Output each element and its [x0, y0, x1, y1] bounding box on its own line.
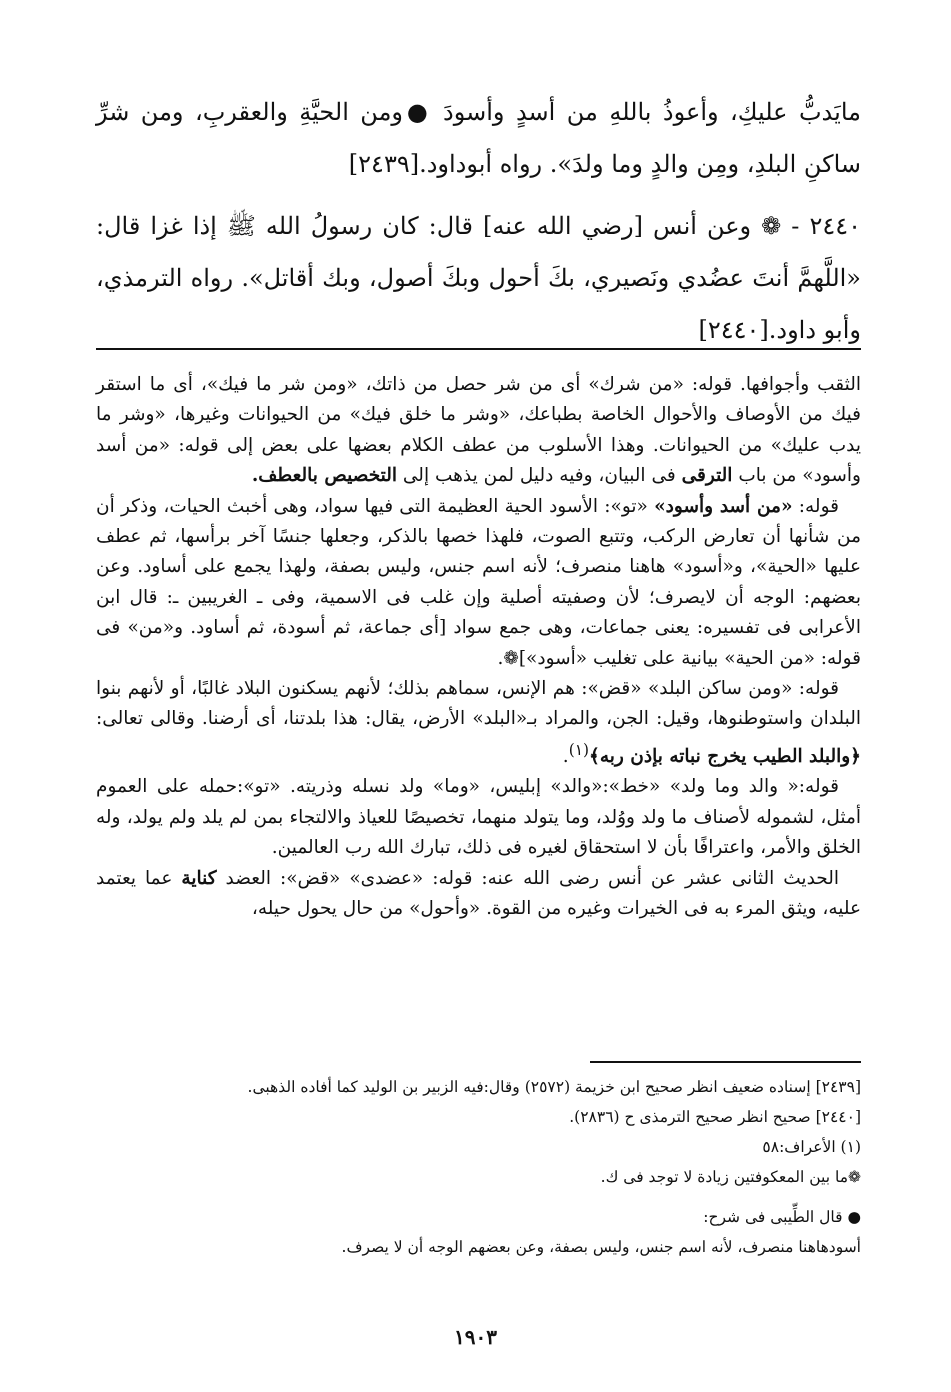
commentary-paragraph-5: الحديث الثانى عشر عن أنس رضى الله عنه: قوله: «عضدى» «قض»: العضد كناية عما يعتمد عليه، ويثق المرء به فى الخيرات وغيره من القوة. «وأحول» من حال يحول حيله، [96, 867, 861, 920]
separator-rule [96, 348, 861, 350]
commentary [96, 370, 861, 924]
commentary-paragraph-2: قوله: «من أسد وأسود» «تو»: الأسود الحية العظيمة التى فيها سواد، وهى أخبث الحيات، وذكر أن من شأنها أن تعارض الركب، وتتبع الصوت، فلهذا خصها بالذكر، وجعلها جنسًا آخر برأسها، ثم عطف عليها «الحية»، و«أسود» هاهنا منصرف؛ لأنه اسم جنس، وليس بصفة، ولهذا يجمع على أساود. وعن بعضهم: الوجه أن لايصرف؛ لأن وصفيته أصلية وإن غلب فى الاسمية، وفى ـ الغريبين ـ: قال ابن الأعرابى فى تفسيره: يعنى جماعات، وهى جمع سواد [أى جماعة، ثم أسودة، ثم أساود. و«من» فى قوله: «من الحية» بيانية على تغليب «أسود»]❁. [96, 495, 861, 669]
commentary-paragraph-3: قوله: «ومن ساكن البلد» «قض»: هم الإنس، سماهم بذلك؛ لأنهم يسكنون البلاد غالبًا، أو لأنهم بنوا البلدان واستوطنوها، وقيل: الجن، والمراد بـ«البلد» الأرض، يقال: هذا بلدتنا، أى أرضنا. وقالى تعالى: ﴿والبلد الطيب يخرج نباته بإذن ربه﴾$^{(١)}$. [96, 678, 861, 768]
hadith-text-2439: مايَدبُّ عليكِ، وأعوذُ باللهِ من أسدٍ وأسودَ ●ومن الحيَّةِ والعقربِ، ومن شرِّ ساكنِ البلدِ، ومِن والدٍ وما ولدَ». رواه أبوداود.[٢٤٣٩] [96, 98, 861, 178]
commentary-paragraph-1: الثقب وأجوافها. قوله: «من شرك» أى من شر حصل من ذاتك، «ومن شر ما فيك»، أى ما استقر فيك من الأوصاف والأحوال الخاصة بطباعك، «وشر ما خلق فيك» من الحيوانات وغيرها، «وشر ما يدب عليك» من الحيوانات. وهذا الأسلوب من عطف الكلام بعضها على بعض إلى قوله: «من أسد وأسود» من باب الترقى فى البيان، وفيه دليل لمن يذهب إلى التخصيص بالعطف. [96, 374, 861, 487]
footnote-tibi-text: أسودهاهنا منصرف، لأنه اسم جنس، وليس بصفة، وعن بعضهم الوجه أن لا يصرف. [341, 1238, 861, 1256]
footnotes [96, 1072, 861, 1262]
page-number: ١٩٠٣ [454, 1325, 497, 1349]
footnote-2440: [٢٤٤٠] صحيح انظر صحيح الترمذى ح (٢٨٣٦). [569, 1108, 861, 1126]
commentary-paragraph-4: قوله:« والد وما ولد» «خط»:«والد» إبليس، «وما» ولد نسله وذريته. «تو»:حمله على العموم أمثل، لشموله لأصناف ما ولد ووُلد، وما يتولد منهما، تخصيصًا للعياذ والالتجاء بمن لم يلد ولم يولد، وله الخلق والأمر، واعترافًا بأن لا استحقاق لغيره فى ذلك، تبارك الله رب العالمين. [96, 776, 861, 859]
footnote-rule [590, 1061, 861, 1063]
footnote-2439: [٢٤٣٩] إسناده ضعيف انظر صحيح ابن خزيمة (٢٥٧٢) وقال:فيه الزبير بن الوليد كما أفاده الذهبى. [247, 1078, 861, 1096]
hadith-text-2440: ٢٤٤٠ - ❁ وعن أنس [رضي الله عنه] قال: كان رسولُ الله ﷺ إذا غزا قال: «اللَّهمَّ أنتَ عضُدي ونَصيري، بكَ أحول وبكَ أصول، وبك أقاتل». رواه الترمذي، وأبو داود.[٢٤٤٠] [96, 212, 861, 344]
footnote-tibi: ● قال الطِّيبى فى شرح: [703, 1208, 861, 1226]
footnote-brackets: ❁ما بين المعكوفتين زيادة لا توجد فى ك. [600, 1168, 861, 1186]
footnote-1: (١) الأعراف:٥٨ [762, 1138, 861, 1156]
